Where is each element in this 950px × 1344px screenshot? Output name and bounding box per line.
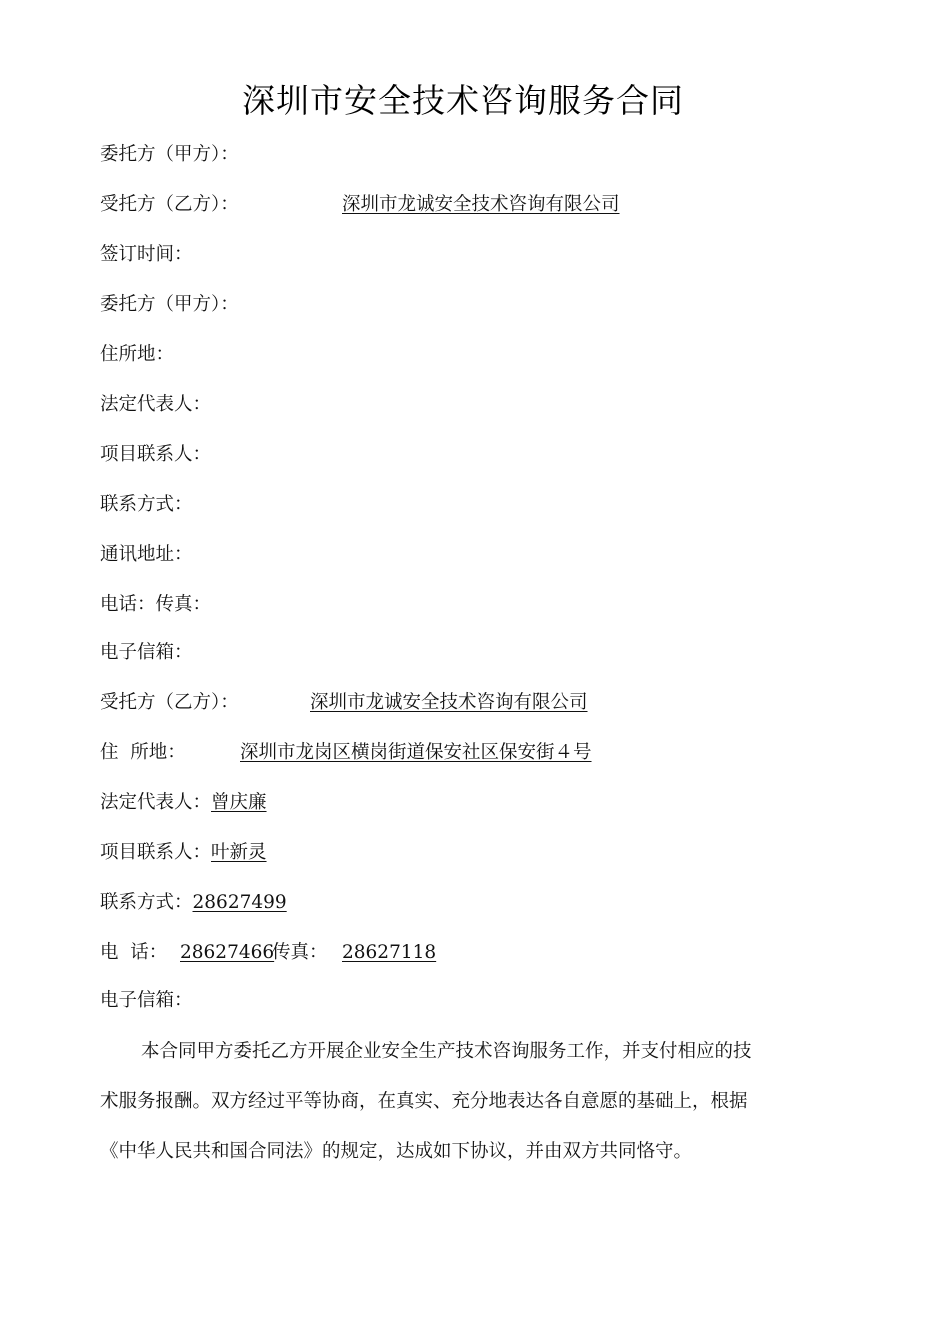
party-a-heading-label: 委托方（甲方）： (100, 294, 239, 315)
party-b-fax-label: 传真： (272, 942, 328, 963)
party-a-contact-label: 联系方式： (100, 494, 193, 515)
cover-party-b-line (100, 190, 620, 220)
document-title: 深圳市安全技术咨询服务合同 (242, 81, 684, 120)
body-paragraph (100, 1027, 828, 1177)
party-b-fax-value: 28627118 (342, 942, 437, 963)
party-b-project-contact (100, 838, 267, 868)
party-b-phone-fax (100, 938, 437, 968)
party-a-legal-rep (100, 390, 211, 420)
party-b-legal-rep-value: 曾庆廉 (211, 792, 267, 813)
party-a-address-label: 住所地： (100, 344, 175, 365)
cover-party-a-line (100, 140, 239, 170)
party-b-legal-rep (100, 788, 267, 818)
party-b-phone-label: 电 话： (100, 942, 168, 963)
party-b-address-label: 住 所地： (100, 742, 186, 763)
party-b-project-contact-value: 叶新灵 (211, 842, 267, 863)
party-a-phone-fax (100, 590, 211, 620)
cover-party-b-value: 深圳市龙诚安全技术咨询有限公司 (342, 194, 620, 215)
party-a-legal-rep-label: 法定代表人： (100, 394, 212, 415)
cover-sign-time-line (100, 240, 193, 270)
party-a-contact (100, 490, 193, 520)
body-line-1: 本合同甲方委托乙方开展企业安全生产技术咨询服务工作，并支付相应的技 (141, 1041, 752, 1062)
party-b-address (100, 738, 592, 768)
cover-party-a-label: 委托方（甲方）： (100, 144, 239, 165)
cover-party-b-label: 受托方（乙方）： (100, 194, 239, 215)
party-b-legal-rep-label: 法定代表人： (100, 792, 212, 813)
party-b-heading (100, 688, 588, 718)
party-b-heading-value: 深圳市龙诚安全技术咨询有限公司 (310, 692, 588, 713)
party-a-address (100, 340, 174, 370)
party-b-email-label: 电子信箱： (100, 990, 193, 1011)
party-b-contact-value: 28627499 (192, 892, 287, 913)
party-a-mail-address-label: 通讯地址： (100, 544, 193, 565)
party-b-project-contact-label: 项目联系人： (100, 842, 212, 863)
party-b-contact-label: 联系方式： (100, 892, 193, 913)
party-b-email (100, 986, 193, 1016)
party-a-mail-address (100, 540, 193, 570)
body-line-2: 术服务报酬。双方经过平等协商，在真实、充分地表达各自意愿的基础上，根据 (100, 1091, 748, 1112)
party-a-heading (100, 290, 239, 320)
party-b-address-value: 深圳市龙岗区横岗街道保安社区保安街４号 (240, 742, 592, 763)
cover-sign-time-label: 签订时间： (100, 244, 193, 265)
party-b-phone-value: 28627466 (180, 942, 275, 963)
party-a-project-contact (100, 440, 211, 470)
party-a-email (100, 638, 193, 668)
body-line-3: 《中华人民共和国合同法》的规定，达成如下协议，并由双方共同恪守。 (100, 1141, 693, 1162)
party-a-email-label: 电子信箱： (100, 642, 193, 663)
party-b-contact (100, 888, 287, 918)
party-a-phone-fax-label: 电话：传真： (100, 594, 212, 615)
party-b-heading-label: 受托方（乙方）： (100, 692, 239, 713)
party-a-project-contact-label: 项目联系人： (100, 444, 212, 465)
